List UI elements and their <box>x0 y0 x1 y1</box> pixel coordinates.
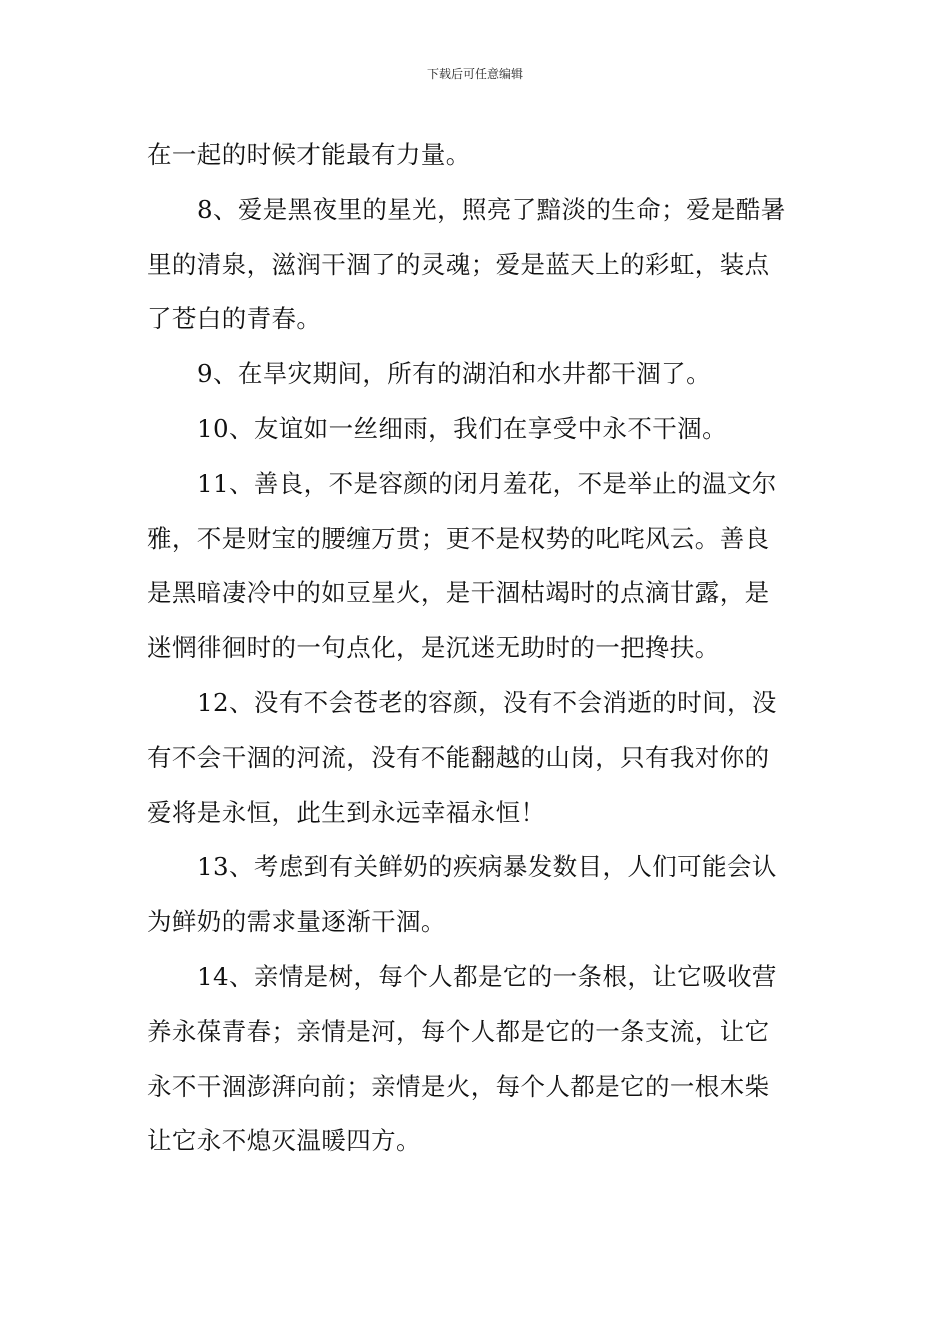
text-line: 12、没有不会苍老的容颜，没有不会消逝的时间，没 <box>197 687 777 717</box>
page-header: 下载后可任意编辑 <box>426 67 523 81</box>
text-line: 永不干涸澎湃向前；亲情是火，每个人都是它的一根木柴 <box>147 1071 770 1101</box>
text-line: 养永葆青春；亲情是河，每个人都是它的一条支流，让它 <box>147 1016 770 1046</box>
text-line: 9、在旱灾期间，所有的湖泊和水井都干涸了。 <box>197 359 711 389</box>
text-line: 了苍白的青春。 <box>147 304 322 334</box>
body-text <box>147 128 807 1169</box>
text-line: 10、友谊如一丝细雨，我们在享受中永不干涸。 <box>197 413 727 443</box>
text-line: 是黑暗凄冷中的如豆星火，是干涸枯竭时的点滴甘露，是 <box>147 578 770 608</box>
text-line: 11、善良，不是容颜的闭月羞花，不是举止的温文尔 <box>197 468 777 498</box>
text-line: 雅，不是财宝的腰缠万贯；更不是权势的叱咤风云。善良 <box>147 523 770 553</box>
text-line: 有不会干涸的河流，没有不能翻越的山岗，只有我对你的 <box>147 742 770 772</box>
text-line: 8、爱是黑夜里的星光，照亮了黯淡的生命；爱是酷暑 <box>197 194 786 224</box>
text-line: 爱将是永恒，此生到永远幸福永恒！ <box>147 797 546 827</box>
text-line: 在一起的时候才能最有力量。 <box>147 140 471 169</box>
text-line: 让它永不熄灭温暖四方。 <box>147 1126 421 1156</box>
text-line: 迷惘徘徊时的一句点化，是沉迷无助时的一把搀扶。 <box>147 633 720 663</box>
text-line: 里的清泉，滋润干涸了的灵魂；爱是蓝天上的彩虹，装点 <box>147 249 770 279</box>
text-line: 为鲜奶的需求量逐渐干涸。 <box>147 907 446 937</box>
text-line: 13、考虑到有关鲜奶的疾病暴发数目，人们可能会认 <box>197 852 777 882</box>
text-line: 14、亲情是树，每个人都是它的一条根，让它吸收营 <box>197 961 777 991</box>
